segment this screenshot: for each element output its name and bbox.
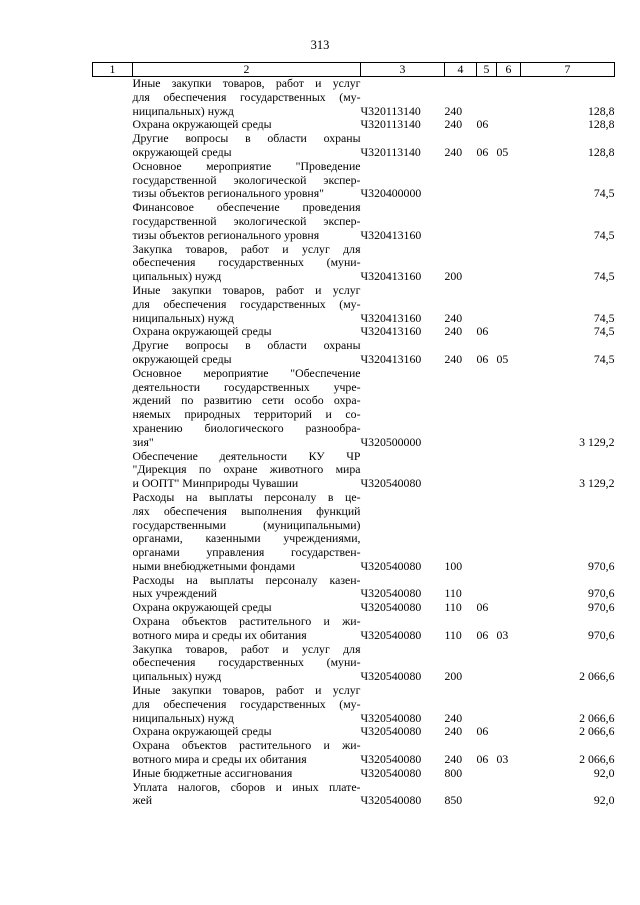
item-name-line: для обеспечения государственных (му- [132,296,361,311]
row-number-cell [93,201,133,242]
item-name-cell [133,243,361,284]
amount-cell: 74,5 [593,324,615,339]
item-name-line: государственной экологической экспер- [132,172,361,187]
column-header: 5 [477,63,497,77]
amount-cell: 74,5 [593,269,615,284]
target-code-cell: Ч320113140 [360,144,421,159]
expense-type-cell [445,160,477,201]
row-number-cell [93,684,133,725]
section-cell: 06 [476,724,489,739]
amount-cell: 2 066,6 [579,752,615,767]
subsection-cell [497,725,521,739]
column-header: 2 [133,63,361,77]
amount-cell: 3 129,2 [579,434,615,449]
section-cell [477,367,497,450]
item-name-line: Иные закупки товаров, работ и услуг [132,76,361,90]
column-header: 3 [361,63,445,77]
item-name-line: деятельности государственных учре- [132,379,361,394]
expense-type-cell: 240 [444,103,463,118]
table-row [93,615,615,643]
expense-type-cell: 110 [444,600,462,615]
item-name-cell [133,601,361,615]
item-name-line: для обеспечения государственных (му- [132,89,361,104]
section-cell [477,77,497,119]
row-number-cell [93,77,133,119]
subsection-cell: 05 [496,144,509,159]
subsection-cell [497,574,521,602]
table-row [93,325,615,339]
amount-cell: 970,6 [587,558,615,573]
section-cell [477,201,497,242]
item-name-line: ными внебюджетными фондами [132,558,296,573]
item-name-line: ждений по развитию сети особо охра- [132,393,361,408]
row-number-cell [93,284,133,325]
table-row [93,118,615,132]
table-body [93,77,615,809]
amount-cell: 128,8 [587,103,615,118]
expense-type-cell: 240 [444,351,463,366]
table-row [93,160,615,201]
item-name-cell [133,725,361,739]
section-cell: 06 [476,752,489,767]
row-number-cell [93,615,133,643]
amount-cell: 970,6 [587,627,615,642]
expense-type-cell: 850 [444,793,463,808]
table-row [93,367,615,450]
section-cell [477,684,497,725]
section-cell [477,643,497,684]
amount-cell: 2 066,6 [579,669,615,684]
target-code-cell: Ч320540080 [360,558,422,573]
section-cell [477,574,497,602]
subsection-cell [497,243,521,284]
row-number-cell [93,118,133,132]
expense-type-cell: 100 [444,558,463,573]
item-name-cell [133,739,361,767]
item-name-line: Обеспечение деятельности КУ ЧР [132,448,361,463]
amount-cell: 74,5 [593,186,615,201]
item-name-line: жей [132,793,153,808]
item-name-line: тизы объектов регионального уровня [132,227,320,242]
target-code-cell: Ч320413160 [360,227,422,242]
item-name-line: хранению биологического разнообра- [132,420,361,435]
item-name-line: Другие вопросы в области охраны [132,338,361,353]
subsection-cell [497,367,521,450]
item-name-cell [133,284,361,325]
item-name-line: лях обеспечения выполнения функций [132,503,361,518]
target-code-cell: Ч320540080 [360,627,422,642]
expense-type-cell [445,201,477,242]
table-row [93,781,615,809]
subsection-cell: 05 [496,351,509,366]
target-code-cell: Ч320540080 [360,710,422,725]
expense-type-cell: 240 [444,752,463,767]
header-row [93,63,615,77]
item-name-line: Другие вопросы в области охраны [132,131,361,146]
item-name-cell [133,781,361,809]
item-name-line: ниципальных) нужд [132,103,234,118]
item-name-line: обеспечения государственных (муни- [132,255,361,270]
table-row [93,601,615,615]
item-name-cell [133,684,361,725]
column-header: 4 [445,63,477,77]
table-row [93,684,615,725]
item-name-line: Иные бюджетные ассигнования [132,765,293,780]
subsection-cell [497,491,521,574]
target-code-cell: Ч320540080 [360,476,422,491]
target-code-cell: Ч320413160 [360,269,422,284]
amount-cell: 128,8 [587,144,615,159]
amount-cell: 2 066,6 [579,724,615,739]
amount-cell: 74,5 [593,310,615,325]
table-row [93,201,615,242]
table-row [93,739,615,767]
item-name-cell [133,367,361,450]
amount-cell: 74,5 [593,227,615,242]
expense-type-cell: 110 [444,627,462,642]
section-cell [477,160,497,201]
subsection-cell [497,325,521,339]
section-cell: 06 [476,627,489,642]
row-number-cell [93,601,133,615]
row-number-cell [93,574,133,602]
row-number-cell [93,739,133,767]
table-row [93,491,615,574]
item-name-line: Иные закупки товаров, работ и услуг [132,683,361,698]
item-name-cell [133,325,361,339]
section-cell: 06 [476,600,489,615]
target-code-cell: Ч320540080 [360,793,422,808]
row-number-cell [93,325,133,339]
item-name-line: Финансовое обеспечение проведения [132,200,361,215]
subsection-cell [497,643,521,684]
section-cell [477,491,497,574]
item-name-line: Уплата налогов, сборов и иных плате- [132,779,361,794]
item-name-line: окружающей среды [132,351,232,366]
amount-cell: 2 066,6 [579,710,615,725]
subsection-cell [497,77,521,119]
target-code-cell: Ч320413160 [360,351,422,366]
item-name-line: ных учреждений [132,586,217,601]
expense-type-cell [445,367,477,450]
item-name-cell [133,77,361,119]
item-name-line: "Дирекция по охране животного мира [132,462,361,477]
item-name-line: Закупка товаров, работ и услуг для [132,241,361,256]
item-name-cell [133,450,361,491]
expense-type-cell: 240 [444,724,463,739]
section-cell: 06 [476,351,489,366]
target-code-cell: Ч320540080 [360,586,422,601]
expense-type-cell: 240 [444,710,463,725]
section-cell: 06 [476,324,489,339]
table-row [93,767,615,781]
table-row [93,132,615,160]
item-name-line: государственной экологической экспер- [132,213,361,228]
subsection-cell [497,684,521,725]
expense-type-cell: 200 [444,269,463,284]
item-name-line: ципальных) нужд [132,669,222,684]
subsection-cell [497,118,521,132]
expense-type-cell: 200 [444,669,463,684]
target-code-cell: Ч320413160 [360,310,422,325]
section-cell [477,284,497,325]
item-name-line: Охрана окружающей среды [132,600,272,615]
table-row [93,243,615,284]
item-name-line: Иные закупки товаров, работ и услуг [132,282,361,297]
target-code-cell: Ч320113140 [360,117,421,132]
target-code-cell: Ч320540080 [360,669,422,684]
row-number-cell [93,491,133,574]
row-number-cell [93,450,133,491]
section-cell: 06 [476,144,489,159]
target-code-cell: Ч320400000 [360,186,422,201]
subsection-cell: 03 [496,752,509,767]
expense-type-cell: 240 [444,310,463,325]
item-name-line: зия" [132,434,154,449]
row-number-cell [93,339,133,367]
table-row [93,339,615,367]
item-name-line: Расходы на выплаты персоналу казен- [132,572,361,587]
amount-cell: 970,6 [587,600,615,615]
item-name-line: Охрана окружающей среды [132,724,272,739]
item-name-line: вотного мира и среды их обитания [132,627,307,642]
row-number-cell [93,725,133,739]
item-name-line: и ООПТ" Минприроды Чувашии [132,476,299,491]
item-name-line: тизы объектов регионального уровня" [132,186,324,201]
target-code-cell: Ч320540080 [360,724,422,739]
item-name-cell [133,201,361,242]
item-name-line: Расходы на выплаты персоналу в це- [132,489,361,504]
expense-type-cell: 800 [444,765,463,780]
item-name-cell [133,132,361,160]
subsection-cell [497,601,521,615]
item-name-cell [133,615,361,643]
item-name-cell [133,491,361,574]
target-code-cell: Ч320540080 [360,765,422,780]
expense-type-cell [445,450,477,491]
item-name-cell [133,118,361,132]
row-number-cell [93,243,133,284]
row-number-cell [93,767,133,781]
subsection-cell [497,284,521,325]
column-header: 1 [93,63,133,77]
item-name-line: вотного мира и среды их обитания [132,752,307,767]
item-name-line: органами управления государствен- [132,545,361,560]
item-name-line: Охрана окружающей среды [132,324,272,339]
item-name-cell [133,160,361,201]
amount-cell: 128,8 [587,117,615,132]
amount-cell: 92,0 [593,765,615,780]
item-name-line: Основное мероприятие "Проведение [132,158,361,173]
page-number: 313 [310,38,330,52]
item-name-cell [133,643,361,684]
table-row [93,574,615,602]
item-name-cell [133,339,361,367]
subsection-cell [497,201,521,242]
item-name-line: няемых природных территорий и со- [132,407,361,422]
table-row [93,643,615,684]
item-name-line: для обеспечения государственных (му- [132,696,361,711]
row-number-cell [93,160,133,201]
amount-cell: 3 129,2 [579,476,615,491]
subsection-cell [497,450,521,491]
section-cell: 06 [476,117,489,132]
row-number-cell [93,781,133,809]
item-name-line: государственными (муниципальными) [132,517,361,532]
target-code-cell: Ч320540080 [360,752,422,767]
item-name-line: ципальных) нужд [132,269,222,284]
table-row [93,284,615,325]
expense-type-cell: 110 [444,586,462,601]
target-code-cell: Ч320540080 [360,600,422,615]
item-name-line: ниципальных) нужд [132,310,234,325]
subsection-cell [497,767,521,781]
table-row [93,77,615,119]
expense-type-cell: 240 [444,117,463,132]
subsection-cell [497,160,521,201]
row-number-cell [93,643,133,684]
row-number-cell [93,132,133,160]
item-name-line: Охрана окружающей среды [132,117,272,132]
section-cell [477,767,497,781]
table-row [93,450,615,491]
amount-cell: 970,6 [587,586,615,601]
subsection-cell [497,781,521,809]
item-name-cell [133,767,361,781]
target-code-cell: Ч320500000 [360,434,422,449]
target-code-cell: Ч320113140 [360,103,421,118]
section-cell [477,243,497,284]
item-name-line: Закупка товаров, работ и услуг для [132,641,361,656]
column-header: 6 [497,63,521,77]
item-name-line: окружающей среды [132,144,232,159]
table-row [93,725,615,739]
subsection-cell: 03 [496,627,509,642]
expense-type-cell: 240 [444,144,463,159]
item-name-cell [133,574,361,602]
item-name-line: ниципальных) нужд [132,710,234,725]
item-name-line: Основное мероприятие "Обеспечение [132,365,361,380]
budget-table [92,62,615,808]
row-number-cell [93,367,133,450]
item-name-line: Охрана объектов растительного и жи- [132,738,361,753]
amount-cell: 92,0 [593,793,615,808]
item-name-line: обеспечения государственных (муни- [132,655,361,670]
target-code-cell: Ч320413160 [360,324,422,339]
item-name-line: Охрана объектов растительного и жи- [132,614,361,629]
expense-type-cell: 240 [444,324,463,339]
column-header: 7 [521,63,615,77]
section-cell [477,450,497,491]
amount-cell: 74,5 [593,351,615,366]
section-cell [477,781,497,809]
item-name-line: органами, казенными учреждениями, [132,531,361,546]
